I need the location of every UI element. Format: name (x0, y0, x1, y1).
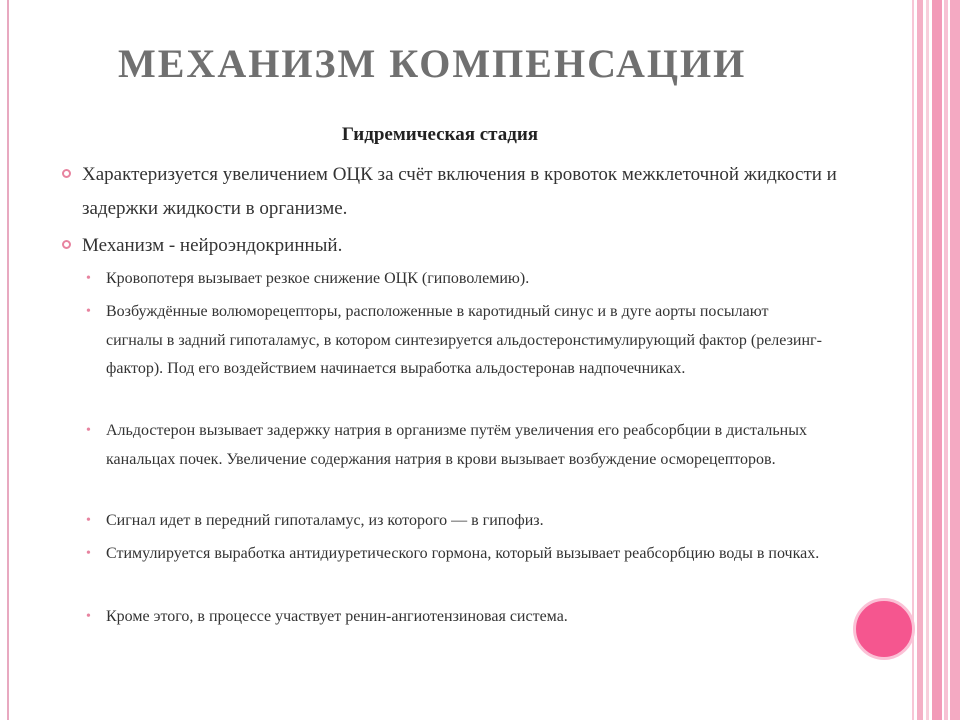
bullet-level1 (62, 158, 842, 226)
bullet-level2 (86, 265, 826, 294)
bullet-text: Сигнал идет в передний гипоталамус, из которого — в гипофиз. (106, 512, 544, 529)
ring-bullet-icon (62, 240, 71, 249)
decorative-stripes (912, 0, 960, 720)
bullet-text: Альдостерон вызывает задержку натрия в организме путём увеличения его реабсорбции в дистальных канальцах почек. Увеличение содержания натрия в крови вызывает возбуждение осморецепторов. (106, 422, 807, 468)
slide-title: МЕХАНИЗМ КОМПЕНСАЦИИ (118, 41, 747, 86)
dot-bullet-icon: • (86, 546, 91, 561)
slide-subtitle: Гидремическая стадия (341, 124, 539, 145)
bullet-level2 (86, 417, 826, 474)
bullet-level2 (86, 507, 826, 536)
ring-bullet-icon (62, 169, 71, 178)
bullet-text: Возбуждённые волюморецепторы, расположенные в каротидный синус и в дуге аорты посылают сигналы в задний гипоталамус, в котором синтезируется альдостеронстимулирующий фактор (релезинг-фактор). Под его воздействием начинается выработка альдостеронав надпочечниках. (106, 303, 822, 377)
bullet-text: Кроме этого, в процессе участвует ренин-ангиотензиновая система. (106, 608, 568, 625)
decorative-circle (853, 598, 915, 660)
dot-bullet-icon: • (86, 513, 91, 528)
dot-bullet-icon: • (86, 423, 91, 438)
bullet-level2 (86, 298, 826, 384)
left-frame-line (7, 0, 9, 720)
bullet-text: Стимулируется выработка антидиуретического гормона, который вызывает реабсорбцию воды в почках. (106, 545, 820, 562)
dot-bullet-icon: • (86, 271, 91, 286)
bullet-level1 (62, 229, 842, 263)
bullet-text: Характеризуется увеличением ОЦК за счёт включения в кровоток межклеточной жидкости и задержки жидкости в организме. (82, 164, 837, 219)
bullet-text: Механизм - нейроэндокринный. (82, 235, 343, 256)
bullet-level2 (86, 540, 826, 569)
bullet-text: Кровопотеря вызывает резкое снижение ОЦК (гиповолемию). (106, 270, 530, 287)
dot-bullet-icon: • (86, 609, 91, 624)
bullet-level2 (86, 603, 826, 632)
dot-bullet-icon: • (86, 304, 91, 319)
